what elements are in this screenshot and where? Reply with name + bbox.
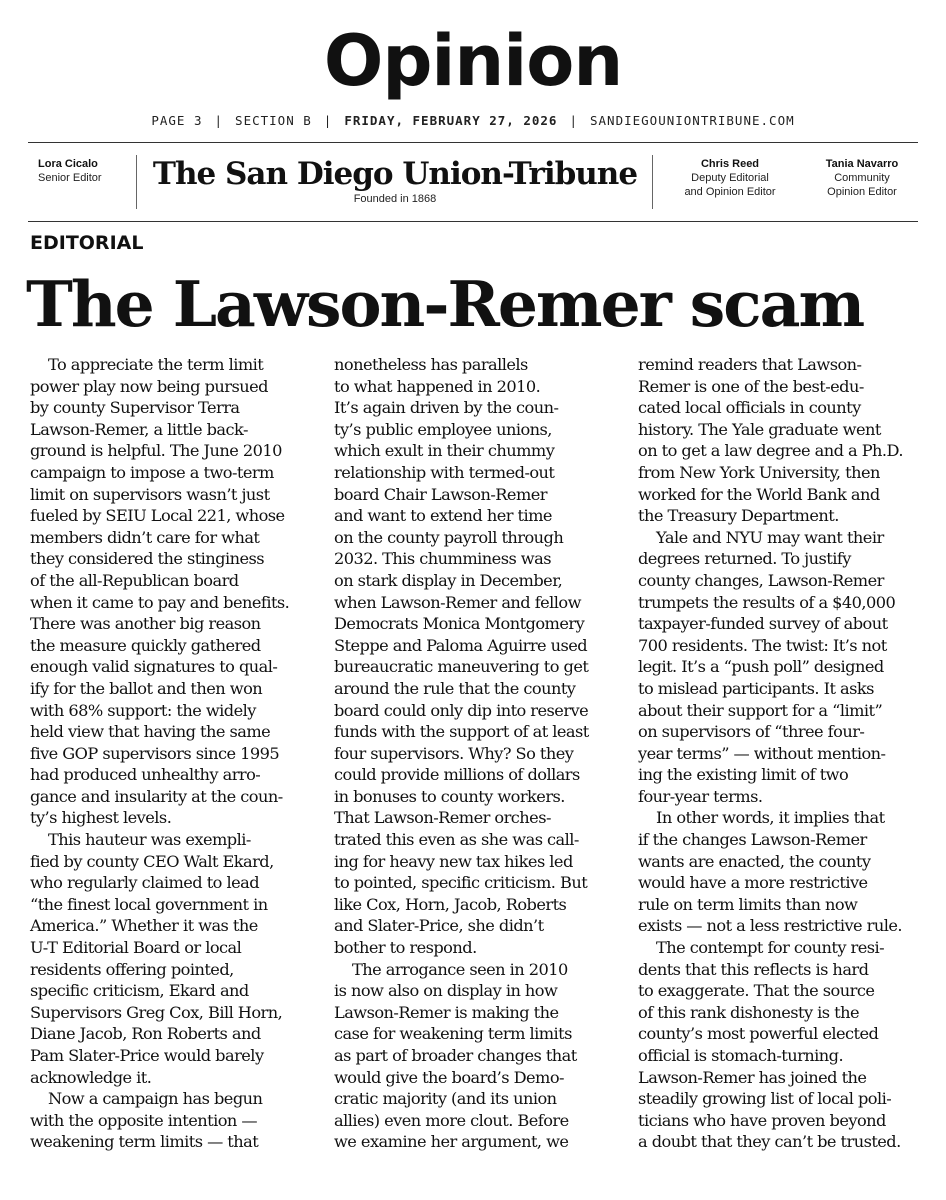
text-line: dents that this reflects is hard — [638, 959, 869, 979]
text-line: they considered the stinginess — [30, 549, 265, 569]
text-line: which exult in their chummy — [334, 441, 555, 461]
text-line: on supervisors of “three four- — [638, 722, 865, 742]
text-line: power play now being pursued — [30, 376, 268, 396]
staff-name: Tania Navarro — [825, 158, 899, 170]
staff-role: Deputy Editorial — [691, 172, 769, 184]
text-line: Steppe and Paloma Aguirre used — [334, 635, 588, 655]
staff-role: Community — [834, 172, 890, 184]
text-line: the measure quickly gathered — [30, 635, 261, 655]
text-line: county changes, Lawson-Remer — [638, 570, 884, 590]
article-paragraph — [334, 354, 630, 959]
text-line: and Slater-Price, she didn’t — [334, 916, 544, 936]
text-line: like Cox, Horn, Jacob, Roberts — [334, 894, 567, 914]
text-line: around the rule that the county — [334, 678, 576, 698]
text-line: would have a more restrictive — [638, 873, 868, 893]
text-line: relationship with termed-out — [334, 462, 555, 482]
text-line: official is stomach-turning. — [638, 1046, 844, 1065]
text-line: year terms” — without mention- — [638, 743, 886, 763]
text-line: U-T Editorial Board or local — [30, 938, 242, 958]
text-line: who regularly claimed to lead — [30, 873, 260, 893]
text-line: the Treasury Department. — [638, 506, 839, 526]
text-line: as part of broader changes that — [334, 1046, 577, 1065]
article-paragraph — [638, 527, 934, 808]
text-line: on stark display in December, — [334, 570, 563, 590]
text-line: to what happened in 2010. — [334, 376, 541, 396]
text-line: on the county payroll through — [334, 527, 564, 547]
text-line: Remer is one of the best-edu- — [638, 376, 864, 396]
text-line: degrees returned. To justify — [638, 549, 851, 569]
article-paragraph — [638, 937, 934, 1153]
text-line: Lawson-Remer is making the — [334, 1002, 559, 1022]
text-line: a doubt that they can’t be trusted. — [638, 1132, 901, 1152]
text-line: acknowledge it. — [30, 1067, 152, 1087]
staff-role: and Opinion Editor — [684, 186, 776, 198]
text-line: ing the existing limit of two — [638, 765, 849, 785]
text-line: to pointed, specific criticism. But — [334, 873, 588, 893]
text-line: history. The Yale graduate went — [638, 419, 881, 439]
text-line: when it came to pay and benefits. — [30, 592, 290, 612]
text-line: specific criticism, Ekard and — [30, 981, 249, 1001]
divider — [136, 155, 137, 209]
text-line: exists — not a less restrictive rule. — [638, 916, 902, 936]
text-line: to mislead participants. It asks — [638, 678, 874, 698]
text-line: enough valid signatures to qual- — [30, 657, 278, 677]
text-line: cratic majority (and its union — [334, 1089, 557, 1109]
article-paragraph — [30, 354, 326, 829]
text-line: ify for the ballot and then won — [30, 678, 263, 698]
text-line: wants are enacted, the county — [638, 851, 871, 871]
separator: | — [569, 113, 578, 128]
article-headline: The Lawson-Remer scam — [26, 267, 864, 341]
text-line: held view that having the same — [30, 722, 271, 742]
text-line: fueled by SEIU Local 221, whose — [30, 506, 285, 526]
text-line: allies) even more clout. Before — [334, 1110, 569, 1130]
text-line: Diane Jacob, Ron Roberts and — [30, 1024, 261, 1044]
text-line: campaign to impose a two-term — [30, 462, 274, 482]
text-line: remind readers that Lawson- — [638, 355, 862, 374]
text-line: we examine her argument, we — [334, 1132, 569, 1152]
text-line: fied by county CEO Walt Ekard, — [30, 851, 274, 871]
text-line: limit on supervisors wasn’t just — [30, 484, 270, 504]
text-line: America.” Whether it was the — [30, 916, 258, 936]
staff-name: Chris Reed — [700, 158, 760, 170]
text-line: bother to respond. — [334, 938, 477, 958]
article-paragraph — [638, 354, 934, 527]
newspaper-masthead: The San Diego Union-Tribune — [152, 156, 638, 192]
text-line: Now a campaign has begun — [48, 1089, 263, 1109]
text-line: cated local officials in county — [638, 398, 861, 418]
text-line: five GOP supervisors since 1995 — [30, 743, 280, 763]
website-link[interactable]: SANDIEGOUNIONTRIBUNE.COM — [590, 113, 795, 128]
text-line: had produced unhealthy arro- — [30, 765, 261, 785]
text-line: with 68% support: the widely — [30, 700, 256, 720]
text-line: In other words, it implies that — [656, 808, 885, 828]
dateline — [0, 113, 946, 128]
staff-community-editor — [800, 157, 924, 199]
founded-note: Founded in 1868 — [353, 193, 437, 205]
text-line: members didn’t care for what — [30, 527, 260, 547]
section-title: Opinion — [323, 20, 623, 102]
text-line: This hauteur was exempli- — [48, 830, 251, 850]
text-line: legit. It’s a “push poll” designed — [638, 657, 884, 677]
text-line: to exaggerate. That the source — [638, 981, 875, 1001]
masthead-top-rule — [28, 142, 918, 143]
text-line: Lawson-Remer has joined the — [638, 1067, 867, 1087]
text-line: from New York University, then — [638, 462, 880, 482]
text-line: ticians who have proven beyond — [638, 1110, 886, 1130]
masthead-bottom-rule — [28, 221, 918, 222]
article-paragraph — [334, 959, 630, 1153]
text-line: “the finest local government in — [30, 894, 268, 914]
text-line: To appreciate the term limit — [48, 355, 264, 374]
text-line: There was another big reason — [30, 614, 261, 634]
staff-role: Opinion Editor — [827, 186, 897, 198]
text-line: Yale and NYU may want their — [656, 527, 884, 547]
separator: | — [214, 113, 224, 128]
text-line: rule on term limits than now — [638, 894, 858, 914]
divider — [652, 155, 653, 209]
article-column-2 — [334, 354, 630, 1153]
text-line: would give the board’s Demo- — [334, 1067, 564, 1087]
article-paragraph — [30, 829, 326, 1088]
text-line: steadily growing list of local poli- — [638, 1089, 892, 1109]
text-line: when Lawson-Remer and fellow — [334, 592, 581, 612]
text-line: gance and insularity at the coun- — [30, 786, 283, 806]
text-line: bureaucratic maneuvering to get — [334, 657, 589, 677]
section-label: SECTION B — [235, 113, 312, 128]
page-number: PAGE 3 — [151, 113, 203, 128]
text-line: Pam Slater-Price would barely — [30, 1046, 264, 1065]
article-paragraph — [638, 807, 934, 937]
text-line: with the opposite intention — — [30, 1110, 258, 1130]
text-line: ing for heavy new tax hikes led — [334, 851, 573, 871]
text-line: 2032. This chumminess was — [334, 549, 551, 569]
text-line: weakening term limits — that — [30, 1132, 259, 1152]
text-line: if the changes Lawson-Remer — [638, 830, 867, 850]
text-line: by county Supervisor Terra — [30, 398, 240, 418]
text-line: trated this even as she was call- — [334, 830, 579, 850]
staff-name: Lora Cicalo — [38, 158, 98, 170]
article-column-1 — [30, 354, 326, 1153]
text-line: and want to extend her time — [334, 506, 552, 526]
text-line: about their support for a “limit” — [638, 700, 883, 720]
text-line: funds with the support of at least — [334, 722, 589, 742]
text-line: trumpets the results of a $40,000 — [638, 592, 896, 612]
article-kicker: EDITORIAL — [30, 232, 144, 254]
staff-role: Senior Editor — [38, 172, 102, 184]
text-line: county’s most powerful elected — [638, 1024, 879, 1044]
text-line: ty’s public employee unions, — [334, 419, 552, 439]
issue-date: FRIDAY, FEBRUARY 27, 2026 — [344, 113, 558, 128]
article-paragraph — [30, 1088, 326, 1153]
text-line: That Lawson-Remer orches- — [334, 808, 551, 828]
text-line: four-year terms. — [638, 786, 763, 806]
text-line: The arrogance seen in 2010 — [352, 959, 568, 979]
separator: | — [323, 113, 333, 128]
text-line: ground is helpful. The June 2010 — [30, 441, 282, 461]
staff-deputy-editor — [660, 157, 800, 199]
text-line: residents offering pointed, — [30, 959, 234, 979]
text-line: of the all-Republican board — [30, 570, 239, 590]
text-line: board Chair Lawson-Remer — [334, 484, 547, 504]
text-line: taxpayer-funded survey of about — [638, 614, 888, 634]
text-line: worked for the World Bank and — [638, 484, 880, 504]
article-column-3 — [638, 354, 934, 1153]
text-line: is now also on display in how — [334, 981, 558, 1001]
staff-senior-editor — [38, 157, 102, 185]
text-line: on to get a law degree and a Ph.D. — [638, 441, 903, 461]
text-line: could provide millions of dollars — [334, 765, 580, 785]
text-line: Lawson-Remer, a little back- — [30, 419, 248, 439]
text-line: of this rank dishonesty is the — [638, 1002, 859, 1022]
text-line: It’s again driven by the coun- — [334, 398, 559, 418]
text-line: 700 residents. The twist: It’s not — [638, 635, 887, 655]
text-line: in bonuses to county workers. — [334, 786, 565, 806]
text-line: board could only dip into reserve — [334, 700, 589, 720]
text-line: nonetheless has parallels — [334, 355, 528, 374]
text-line: four supervisors. Why? So they — [334, 743, 574, 763]
text-line: case for weakening term limits — [334, 1024, 572, 1044]
text-line: ty’s highest levels. — [30, 808, 172, 828]
text-line: Supervisors Greg Cox, Bill Horn, — [30, 1002, 283, 1022]
text-line: The contempt for county resi- — [656, 938, 885, 958]
text-line: Democrats Monica Montgomery — [334, 614, 585, 634]
